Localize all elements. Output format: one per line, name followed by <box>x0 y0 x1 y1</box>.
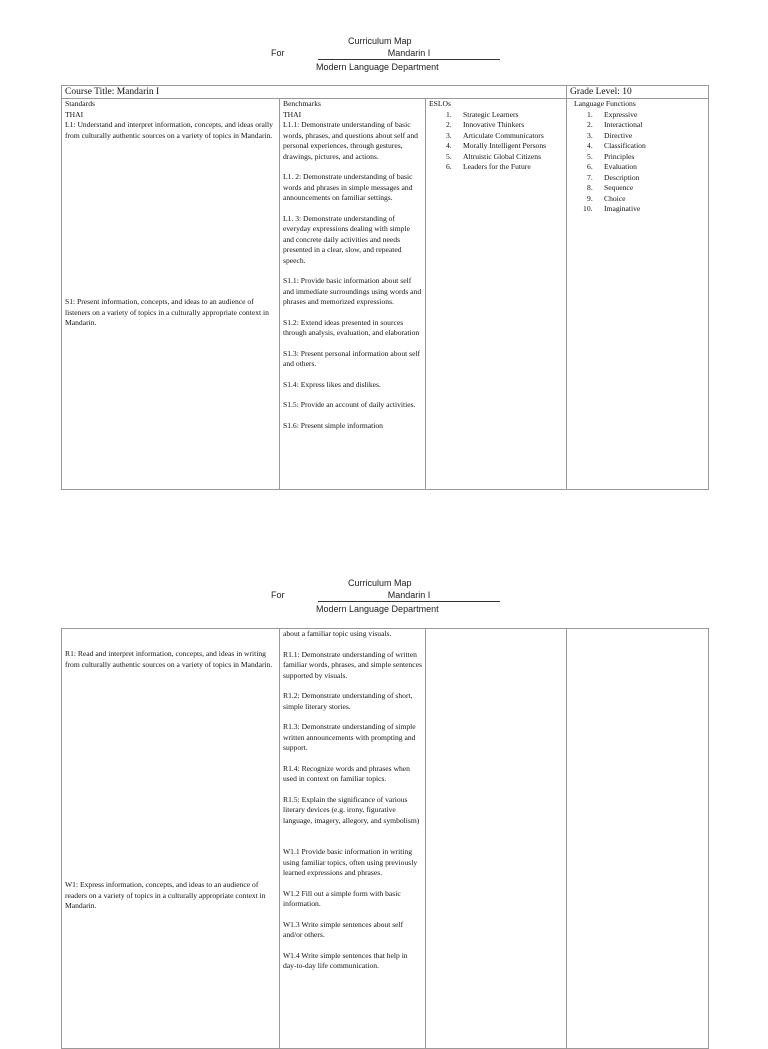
benchmark-item: W1.4 Write simple sentences that help in day-to-day life communication. <box>283 950 408 970</box>
benchmark-item: W1.2 Fill out a simple form with basic information. <box>283 888 401 908</box>
benchmark-item: W1.3 Write simple sentences about self and/or others. <box>283 919 404 939</box>
language-function-item: 1. Expressive <box>587 109 638 119</box>
language-function-item: 8. Sequence <box>587 183 634 192</box>
standards-header: Standards <box>65 99 95 108</box>
for-label: For <box>271 48 285 58</box>
benchmark-item: S1.5: Provide an account of daily activities. <box>283 400 416 409</box>
standard-r1: R1: Read and interpret information, concepts, and ideas in writing from culturally authentic sources on a variety of topics in Mandarin. <box>65 649 273 669</box>
benchmarks-column <box>280 99 426 490</box>
benchmark-item: R1.2: Demonstrate understanding of short, simple literary stories. <box>283 691 413 711</box>
benchmark-item: R1.5: Explain the significance of various literary devices (e.g. irony, figurative language, imagery, allegory, and symbolism) <box>283 794 420 825</box>
eslos-list <box>429 110 563 173</box>
doc-title: Curriculum Map <box>348 36 412 46</box>
language-function-item: 7. Description <box>587 172 640 182</box>
language-function-item: 2. Interactional <box>587 120 643 129</box>
benchmark-continued: about a familiar topic using visuals. <box>283 629 392 638</box>
course-title: Course Title: Mandarin I <box>62 86 567 99</box>
benchmark-item: S1.4: Express likes and dislikes. <box>283 379 381 389</box>
benchmark-item: R1.4: Recognize words and phrases when used in context on familiar topics. <box>283 763 410 783</box>
course-name: Mandarin I <box>318 590 500 602</box>
thai-label: THAI <box>283 109 302 119</box>
curriculum-table-page1 <box>61 85 709 490</box>
doc-title: Curriculum Map <box>348 578 412 588</box>
benchmark-item: L1. 3: Demonstrate understanding of everyday expressions dealing with simple and concrete daily activities and needs presented in a clear, slow, and repeated speech. <box>283 213 410 265</box>
language-functions-column <box>567 99 709 490</box>
benchmark-item: S1.6: Present simple information <box>283 420 383 430</box>
standard-w1: W1: Express information, concepts, and ideas to an audience of readers on a variety of topics in a culturally appropriate context in Mandarin. <box>65 880 266 910</box>
eslo-item: 2. Innovative Thinkers <box>446 120 525 129</box>
benchmark-item: W1.1 Provide basic information in writing using familiar topics, often using previously learned expressions and phrases. <box>283 847 418 877</box>
standards-column <box>62 99 280 490</box>
standard-l1: L1: Understand and interpret information, concepts, and ideas orally from culturally authentic sources on a variety of topics in Mandarin. <box>65 120 273 140</box>
language-function-item: 4. Classification <box>587 141 646 150</box>
benchmarks-header: Benchmarks <box>283 99 321 108</box>
grade-level: Grade Level: 10 <box>567 86 709 99</box>
standards-column <box>62 629 280 1049</box>
language-functions-column <box>567 629 709 1049</box>
thai-label: THAI <box>65 109 84 119</box>
eslo-item: 4. Morally Intelligent Persons <box>446 141 547 150</box>
curriculum-table-page2 <box>61 628 709 1049</box>
benchmarks-column <box>280 629 426 1049</box>
eslo-item: 6. Leaders for the Future <box>446 162 531 171</box>
benchmark-item: S1.3: Present personal information about self and others. <box>283 348 421 368</box>
benchmark-item: R1.3: Demonstrate understanding of simple written announcements with prompting and support. <box>283 722 416 752</box>
benchmark-item: S1.1: Provide basic information about self and immediate surroundings using words and phrases and memorized expressions. <box>283 276 422 306</box>
eslos-header: ESLOs <box>429 99 451 108</box>
department-name: Modern Language Department <box>316 604 439 614</box>
benchmark-item: S1.2: Extend ideas presented in sources through analysis, evaluation, and elaboration <box>283 317 420 337</box>
language-function-item: 6. Evaluation <box>587 162 637 171</box>
course-name: Mandarin I <box>318 48 500 60</box>
department-name: Modern Language Department <box>316 62 439 72</box>
language-function-item: 9. Choice <box>587 193 626 203</box>
benchmark-item: L1.1: Demonstrate understanding of basic words, phrases, and questions about self and personal experiences, through gestures, drawings, pictures, and actions. <box>283 120 418 161</box>
eslos-column <box>426 99 567 490</box>
language-functions-header: Language Functions <box>574 99 636 108</box>
eslo-item: 1. Strategic Learners <box>446 109 519 119</box>
benchmark-item: L1. 2: Demonstrate understanding of basic words and phrases in simple messages and announcements on familiar settings. <box>283 172 413 202</box>
eslo-item: 5. Altruistic Global Citizens <box>446 151 542 161</box>
language-functions-list <box>570 110 705 215</box>
eslos-column <box>426 629 567 1049</box>
benchmark-item: R1.1: Demonstrate understanding of written familiar words, phrases, and simple sentences supported by visuals. <box>283 649 422 680</box>
language-function-item: 5. Principles <box>587 151 635 161</box>
standard-s1: S1: Present information, concepts, and ideas to an audience of listeners on a variety of topics in a culturally appropriate context in Mandarin. <box>65 297 269 327</box>
language-function-item: 10. Imaginative <box>583 204 641 213</box>
language-function-item: 3. Directive <box>587 130 633 140</box>
eslo-item: 3. Articulate Communicators <box>446 130 544 140</box>
for-label: For <box>271 590 285 600</box>
